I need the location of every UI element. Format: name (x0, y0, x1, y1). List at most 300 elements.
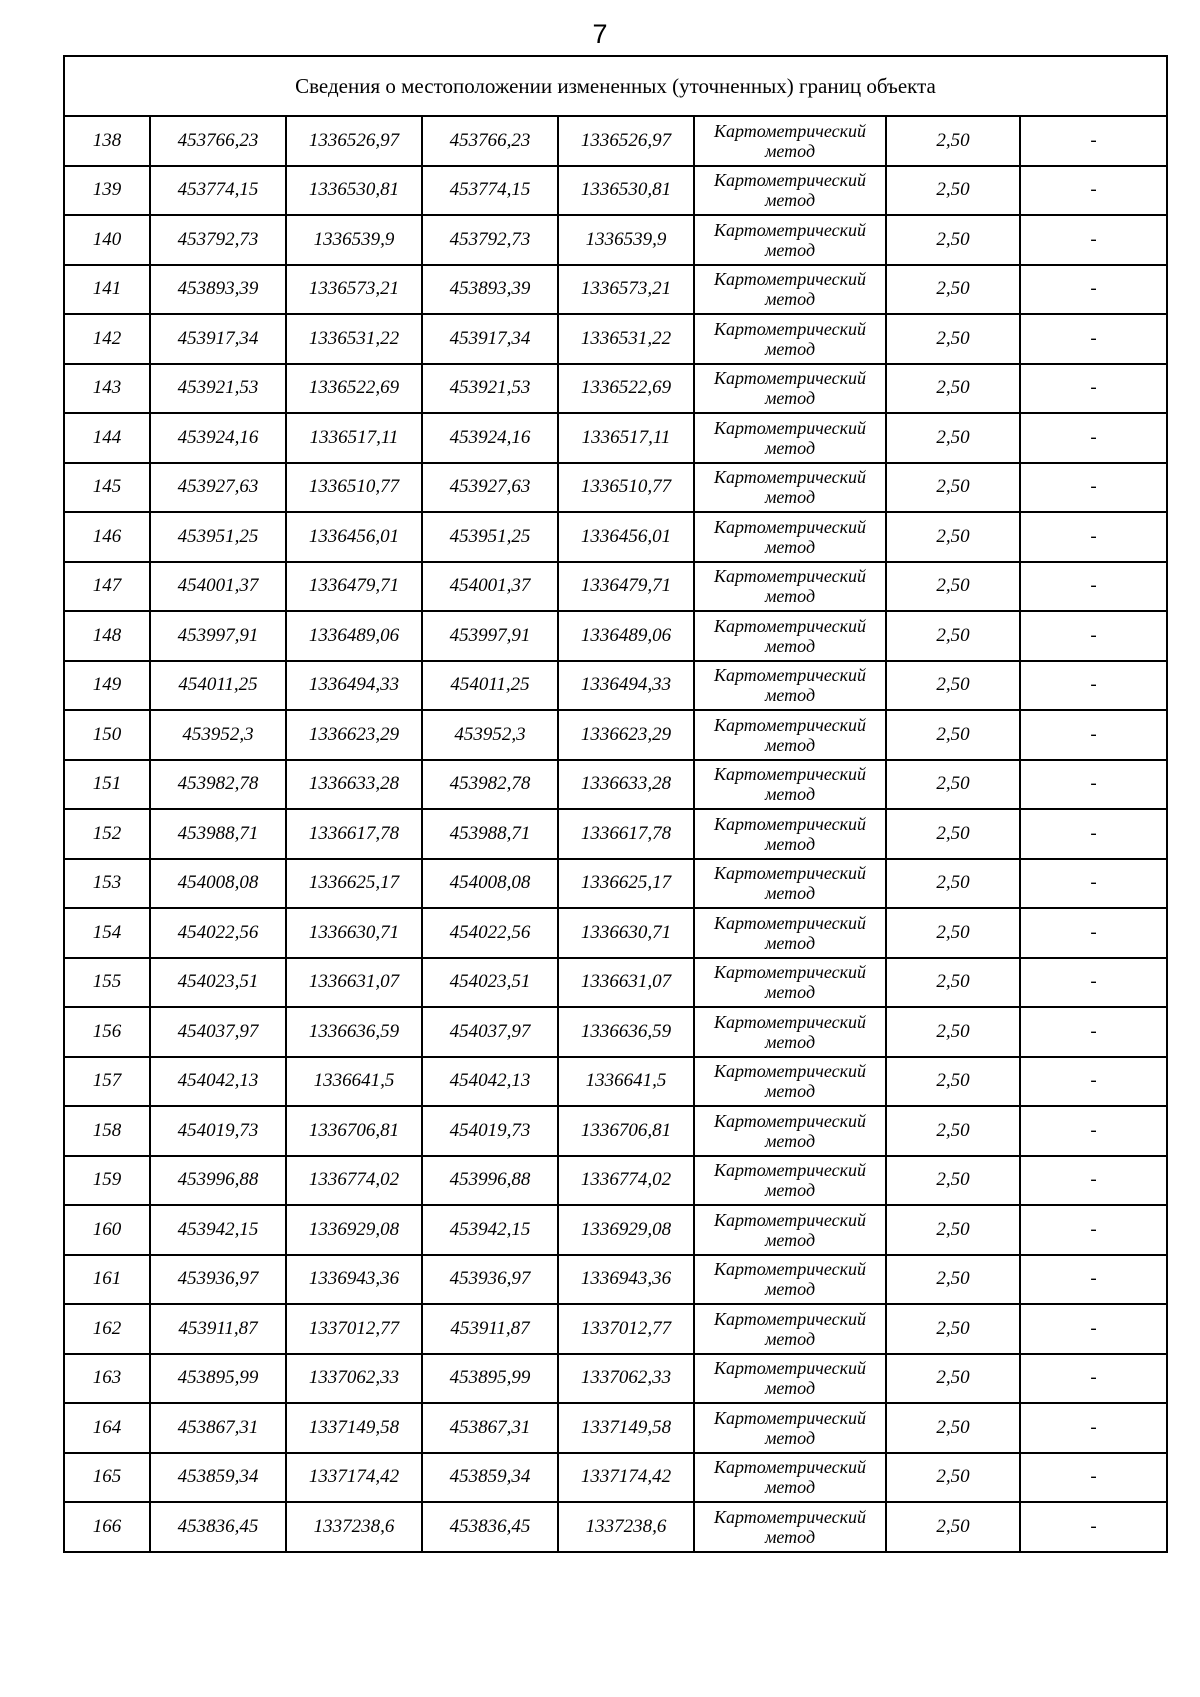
table-row (64, 562, 1167, 612)
method-line-1: Картометрический (713, 1506, 866, 1527)
y-refined-cell: 1336494,33 (558, 661, 694, 711)
description-cell: - (1020, 215, 1167, 265)
description-cell: - (1020, 116, 1167, 166)
method-line-1: Картометрический (713, 1061, 866, 1082)
x-refined-cell: 453921,53 (422, 364, 558, 414)
description-cell: - (1020, 562, 1167, 612)
x-existing-cell: 453982,78 (150, 760, 286, 810)
y-existing-cell: 1336494,33 (286, 661, 422, 711)
table-row (64, 1106, 1167, 1156)
accuracy-cell: 2,50 (886, 859, 1020, 909)
description-cell: - (1020, 364, 1167, 414)
x-existing-cell: 454001,37 (150, 562, 286, 612)
x-existing-cell: 453895,99 (150, 1354, 286, 1404)
method-line-2: метод (764, 883, 816, 904)
accuracy-cell: 2,50 (886, 611, 1020, 661)
y-refined-cell: 1336623,29 (558, 710, 694, 760)
method-cell (694, 1007, 886, 1057)
method-line-2: метод (764, 437, 816, 458)
table-row (64, 760, 1167, 810)
table-row (64, 413, 1167, 463)
y-existing-cell: 1337174,42 (286, 1453, 422, 1503)
table-row (64, 611, 1167, 661)
x-existing-cell: 453766,23 (150, 116, 286, 166)
description-cell: - (1020, 958, 1167, 1008)
y-refined-cell: 1337062,33 (558, 1354, 694, 1404)
x-existing-cell: 454019,73 (150, 1106, 286, 1156)
method-line-1: Картометрический (713, 1011, 866, 1032)
method-line-1: Картометрический (713, 665, 866, 686)
accuracy-cell: 2,50 (886, 166, 1020, 216)
x-refined-cell: 453996,88 (422, 1156, 558, 1206)
x-refined-cell: 453895,99 (422, 1354, 558, 1404)
point-number-cell: 143 (64, 364, 150, 414)
x-existing-cell: 453951,25 (150, 512, 286, 562)
table-row (64, 1057, 1167, 1107)
y-refined-cell: 1336706,81 (558, 1106, 694, 1156)
method-line-1: Картометрический (713, 1457, 866, 1478)
table-row (64, 710, 1167, 760)
point-number-cell: 152 (64, 809, 150, 859)
table-row (64, 1007, 1167, 1057)
method-line-1: Картометрический (713, 1110, 866, 1131)
method-cell (694, 611, 886, 661)
method-line-2: метод (764, 1427, 816, 1448)
method-line-1: Картометрический (713, 1259, 866, 1280)
method-line-2: метод (764, 1328, 816, 1349)
method-line-2: метод (764, 734, 816, 755)
x-refined-cell: 453988,71 (422, 809, 558, 859)
accuracy-cell: 2,50 (886, 1057, 1020, 1107)
method-cell (694, 1502, 886, 1552)
x-refined-cell: 453859,34 (422, 1453, 558, 1503)
method-cell (694, 1304, 886, 1354)
point-number-cell: 162 (64, 1304, 150, 1354)
point-number-cell: 149 (64, 661, 150, 711)
accuracy-cell: 2,50 (886, 562, 1020, 612)
x-refined-cell: 453911,87 (422, 1304, 558, 1354)
method-line-2: метод (764, 685, 816, 706)
accuracy-cell: 2,50 (886, 760, 1020, 810)
description-cell: - (1020, 1156, 1167, 1206)
x-refined-cell: 453942,15 (422, 1205, 558, 1255)
y-existing-cell: 1336929,08 (286, 1205, 422, 1255)
y-refined-cell: 1337149,58 (558, 1403, 694, 1453)
method-line-2: метод (764, 338, 816, 359)
method-line-1: Картометрический (713, 615, 866, 636)
accuracy-cell: 2,50 (886, 1205, 1020, 1255)
point-number-cell: 142 (64, 314, 150, 364)
method-cell (694, 1156, 886, 1206)
method-line-2: метод (764, 1378, 816, 1399)
table-row (64, 314, 1167, 364)
table-row (64, 1304, 1167, 1354)
table-row (64, 512, 1167, 562)
method-cell (694, 413, 886, 463)
method-line-1: Картометрический (713, 120, 866, 141)
y-refined-cell: 1336530,81 (558, 166, 694, 216)
description-cell: - (1020, 1106, 1167, 1156)
point-number-cell: 157 (64, 1057, 150, 1107)
x-refined-cell: 454001,37 (422, 562, 558, 612)
method-line-1: Картометрический (713, 219, 866, 240)
description-cell: - (1020, 265, 1167, 315)
method-line-2: метод (764, 586, 816, 607)
y-existing-cell: 1337149,58 (286, 1403, 422, 1453)
method-line-1: Картометрический (713, 1308, 866, 1329)
point-number-cell: 158 (64, 1106, 150, 1156)
point-number-cell: 156 (64, 1007, 150, 1057)
table-row (64, 1156, 1167, 1206)
description-cell: - (1020, 809, 1167, 859)
x-existing-cell: 453867,31 (150, 1403, 286, 1453)
method-line-2: метод (764, 1279, 816, 1300)
table-title-row (64, 56, 1167, 116)
accuracy-cell: 2,50 (886, 1007, 1020, 1057)
table-row (64, 1453, 1167, 1503)
y-existing-cell: 1336706,81 (286, 1106, 422, 1156)
method-line-1: Картометрический (713, 813, 866, 834)
x-refined-cell: 454042,13 (422, 1057, 558, 1107)
method-line-1: Картометрический (713, 467, 866, 488)
accuracy-cell: 2,50 (886, 512, 1020, 562)
x-existing-cell: 453988,71 (150, 809, 286, 859)
y-existing-cell: 1336623,29 (286, 710, 422, 760)
x-refined-cell: 453766,23 (422, 116, 558, 166)
x-refined-cell: 453997,91 (422, 611, 558, 661)
method-line-1: Картометрический (713, 318, 866, 339)
y-existing-cell: 1336633,28 (286, 760, 422, 810)
description-cell: - (1020, 1057, 1167, 1107)
x-refined-cell: 454022,56 (422, 908, 558, 958)
point-number-cell: 140 (64, 215, 150, 265)
method-line-1: Картометрический (713, 269, 866, 290)
description-cell: - (1020, 512, 1167, 562)
x-refined-cell: 454011,25 (422, 661, 558, 711)
point-number-cell: 160 (64, 1205, 150, 1255)
y-refined-cell: 1337012,77 (558, 1304, 694, 1354)
x-refined-cell: 453952,3 (422, 710, 558, 760)
y-existing-cell: 1337012,77 (286, 1304, 422, 1354)
y-refined-cell: 1336625,17 (558, 859, 694, 909)
table-body (64, 56, 1167, 1552)
y-refined-cell: 1336517,11 (558, 413, 694, 463)
method-cell (694, 512, 886, 562)
method-line-1: Картометрический (713, 170, 866, 191)
point-number-cell: 145 (64, 463, 150, 513)
accuracy-cell: 2,50 (886, 1453, 1020, 1503)
method-line-2: метод (764, 289, 816, 310)
accuracy-cell: 2,50 (886, 1354, 1020, 1404)
y-refined-cell: 1336617,78 (558, 809, 694, 859)
y-refined-cell: 1336636,59 (558, 1007, 694, 1057)
y-refined-cell: 1337238,6 (558, 1502, 694, 1552)
point-number-cell: 165 (64, 1453, 150, 1503)
y-existing-cell: 1337062,33 (286, 1354, 422, 1404)
y-refined-cell: 1337174,42 (558, 1453, 694, 1503)
accuracy-cell: 2,50 (886, 1403, 1020, 1453)
accuracy-cell: 2,50 (886, 116, 1020, 166)
method-cell (694, 215, 886, 265)
x-refined-cell: 453774,15 (422, 166, 558, 216)
y-existing-cell: 1336641,5 (286, 1057, 422, 1107)
method-cell (694, 661, 886, 711)
method-line-1: Картометрический (713, 1358, 866, 1379)
x-existing-cell: 453774,15 (150, 166, 286, 216)
table-row (64, 1403, 1167, 1453)
method-line-1: Картометрический (713, 912, 866, 933)
method-line-2: метод (764, 635, 816, 656)
description-cell: - (1020, 1304, 1167, 1354)
accuracy-cell: 2,50 (886, 215, 1020, 265)
y-existing-cell: 1336531,22 (286, 314, 422, 364)
x-existing-cell: 453911,87 (150, 1304, 286, 1354)
point-number-cell: 141 (64, 265, 150, 315)
accuracy-cell: 2,50 (886, 1156, 1020, 1206)
x-existing-cell: 453917,34 (150, 314, 286, 364)
x-refined-cell: 453792,73 (422, 215, 558, 265)
table-row (64, 958, 1167, 1008)
x-existing-cell: 453996,88 (150, 1156, 286, 1206)
method-cell (694, 265, 886, 315)
y-existing-cell: 1336539,9 (286, 215, 422, 265)
y-refined-cell: 1336573,21 (558, 265, 694, 315)
y-existing-cell: 1336631,07 (286, 958, 422, 1008)
method-line-2: метод (764, 1130, 816, 1151)
x-refined-cell: 453917,34 (422, 314, 558, 364)
accuracy-cell: 2,50 (886, 364, 1020, 414)
y-refined-cell: 1336531,22 (558, 314, 694, 364)
table-row (64, 809, 1167, 859)
point-number-cell: 144 (64, 413, 150, 463)
description-cell: - (1020, 611, 1167, 661)
y-existing-cell: 1336456,01 (286, 512, 422, 562)
y-refined-cell: 1336526,97 (558, 116, 694, 166)
table-row (64, 166, 1167, 216)
method-cell (694, 116, 886, 166)
x-refined-cell: 453927,63 (422, 463, 558, 513)
method-cell (694, 958, 886, 1008)
table-row (64, 908, 1167, 958)
method-line-2: метод (764, 1526, 816, 1547)
method-cell (694, 760, 886, 810)
table-row (64, 1502, 1167, 1552)
method-line-2: метод (764, 140, 816, 161)
point-number-cell: 159 (64, 1156, 150, 1206)
y-refined-cell: 1336522,69 (558, 364, 694, 414)
y-existing-cell: 1336479,71 (286, 562, 422, 612)
y-existing-cell: 1336774,02 (286, 1156, 422, 1206)
description-cell: - (1020, 166, 1167, 216)
x-existing-cell: 454023,51 (150, 958, 286, 1008)
x-existing-cell: 453792,73 (150, 215, 286, 265)
point-number-cell: 138 (64, 116, 150, 166)
table-row (64, 1255, 1167, 1305)
method-line-2: метод (764, 1229, 816, 1250)
accuracy-cell: 2,50 (886, 908, 1020, 958)
method-cell (694, 166, 886, 216)
table-row (64, 1205, 1167, 1255)
accuracy-cell: 2,50 (886, 710, 1020, 760)
method-cell (694, 1255, 886, 1305)
description-cell: - (1020, 908, 1167, 958)
x-existing-cell: 454011,25 (150, 661, 286, 711)
point-number-cell: 147 (64, 562, 150, 612)
method-cell (694, 809, 886, 859)
page-number: 7 (592, 19, 608, 49)
x-existing-cell: 454022,56 (150, 908, 286, 958)
accuracy-cell: 2,50 (886, 661, 1020, 711)
point-number-cell: 161 (64, 1255, 150, 1305)
x-existing-cell: 453997,91 (150, 611, 286, 661)
x-existing-cell: 453936,97 (150, 1255, 286, 1305)
y-refined-cell: 1336630,71 (558, 908, 694, 958)
method-line-2: метод (764, 833, 816, 854)
x-refined-cell: 453936,97 (422, 1255, 558, 1305)
accuracy-cell: 2,50 (886, 809, 1020, 859)
accuracy-cell: 2,50 (886, 1304, 1020, 1354)
method-line-2: метод (764, 982, 816, 1003)
description-cell: - (1020, 1453, 1167, 1503)
y-refined-cell: 1336479,71 (558, 562, 694, 612)
method-line-1: Картометрический (713, 1160, 866, 1181)
method-line-1: Картометрический (713, 764, 866, 785)
x-existing-cell: 453952,3 (150, 710, 286, 760)
description-cell: - (1020, 710, 1167, 760)
table-row (64, 661, 1167, 711)
y-refined-cell: 1336631,07 (558, 958, 694, 1008)
table-row (64, 364, 1167, 414)
method-cell (694, 1106, 886, 1156)
x-existing-cell: 453836,45 (150, 1502, 286, 1552)
y-existing-cell: 1336943,36 (286, 1255, 422, 1305)
description-cell: - (1020, 859, 1167, 909)
x-refined-cell: 454037,97 (422, 1007, 558, 1057)
point-number-cell: 153 (64, 859, 150, 909)
table-row (64, 859, 1167, 909)
accuracy-cell: 2,50 (886, 265, 1020, 315)
accuracy-cell: 2,50 (886, 314, 1020, 364)
y-refined-cell: 1336510,77 (558, 463, 694, 513)
x-existing-cell: 454037,97 (150, 1007, 286, 1057)
y-existing-cell: 1336636,59 (286, 1007, 422, 1057)
method-cell (694, 859, 886, 909)
method-line-2: метод (764, 1031, 816, 1052)
x-existing-cell: 453942,15 (150, 1205, 286, 1255)
description-cell: - (1020, 760, 1167, 810)
y-existing-cell: 1336530,81 (286, 166, 422, 216)
method-line-2: метод (764, 1180, 816, 1201)
point-number-cell: 148 (64, 611, 150, 661)
y-existing-cell: 1336526,97 (286, 116, 422, 166)
y-existing-cell: 1336510,77 (286, 463, 422, 513)
method-cell (694, 1403, 886, 1453)
method-cell (694, 1354, 886, 1404)
y-refined-cell: 1336641,5 (558, 1057, 694, 1107)
table-row (64, 215, 1167, 265)
description-cell: - (1020, 1403, 1167, 1453)
accuracy-cell: 2,50 (886, 1106, 1020, 1156)
point-number-cell: 150 (64, 710, 150, 760)
table-row (64, 1354, 1167, 1404)
method-line-1: Картометрический (713, 1209, 866, 1230)
table-row (64, 463, 1167, 513)
x-refined-cell: 454008,08 (422, 859, 558, 909)
description-cell: - (1020, 1255, 1167, 1305)
method-cell (694, 1205, 886, 1255)
method-line-1: Картометрический (713, 714, 866, 735)
description-cell: - (1020, 463, 1167, 513)
y-existing-cell: 1336489,06 (286, 611, 422, 661)
method-line-2: метод (764, 932, 816, 953)
description-cell: - (1020, 1205, 1167, 1255)
description-cell: - (1020, 1007, 1167, 1057)
y-refined-cell: 1336929,08 (558, 1205, 694, 1255)
x-existing-cell: 453893,39 (150, 265, 286, 315)
method-line-2: метод (764, 388, 816, 409)
method-line-2: метод (764, 487, 816, 508)
y-refined-cell: 1336633,28 (558, 760, 694, 810)
method-cell (694, 314, 886, 364)
table-title: Сведения о местоположении измененных (уточненных) границ объекта (64, 56, 1167, 116)
x-existing-cell: 453921,53 (150, 364, 286, 414)
table-row (64, 265, 1167, 315)
accuracy-cell: 2,50 (886, 413, 1020, 463)
point-number-cell: 151 (64, 760, 150, 810)
method-line-2: метод (764, 190, 816, 211)
x-refined-cell: 453867,31 (422, 1403, 558, 1453)
description-cell: - (1020, 1502, 1167, 1552)
y-refined-cell: 1336774,02 (558, 1156, 694, 1206)
y-refined-cell: 1336489,06 (558, 611, 694, 661)
method-line-1: Картометрический (713, 368, 866, 389)
x-refined-cell: 453836,45 (422, 1502, 558, 1552)
point-number-cell: 154 (64, 908, 150, 958)
x-existing-cell: 453927,63 (150, 463, 286, 513)
y-existing-cell: 1336625,17 (286, 859, 422, 909)
table-row (64, 116, 1167, 166)
point-number-cell: 146 (64, 512, 150, 562)
method-cell (694, 562, 886, 612)
method-line-1: Картометрический (713, 962, 866, 983)
point-number-cell: 163 (64, 1354, 150, 1404)
accuracy-cell: 2,50 (886, 1255, 1020, 1305)
point-number-cell: 139 (64, 166, 150, 216)
x-existing-cell: 454042,13 (150, 1057, 286, 1107)
x-existing-cell: 454008,08 (150, 859, 286, 909)
description-cell: - (1020, 314, 1167, 364)
point-number-cell: 166 (64, 1502, 150, 1552)
x-refined-cell: 453924,16 (422, 413, 558, 463)
description-cell: - (1020, 413, 1167, 463)
accuracy-cell: 2,50 (886, 463, 1020, 513)
y-existing-cell: 1336617,78 (286, 809, 422, 859)
x-refined-cell: 453893,39 (422, 265, 558, 315)
x-refined-cell: 453951,25 (422, 512, 558, 562)
method-line-1: Картометрический (713, 516, 866, 537)
point-number-cell: 164 (64, 1403, 150, 1453)
method-cell (694, 710, 886, 760)
y-refined-cell: 1336943,36 (558, 1255, 694, 1305)
y-refined-cell: 1336539,9 (558, 215, 694, 265)
method-line-1: Картометрический (713, 1407, 866, 1428)
x-refined-cell: 454019,73 (422, 1106, 558, 1156)
method-line-2: метод (764, 1477, 816, 1498)
method-line-2: метод (764, 536, 816, 557)
y-existing-cell: 1336522,69 (286, 364, 422, 414)
x-existing-cell: 453924,16 (150, 413, 286, 463)
y-existing-cell: 1336573,21 (286, 265, 422, 315)
